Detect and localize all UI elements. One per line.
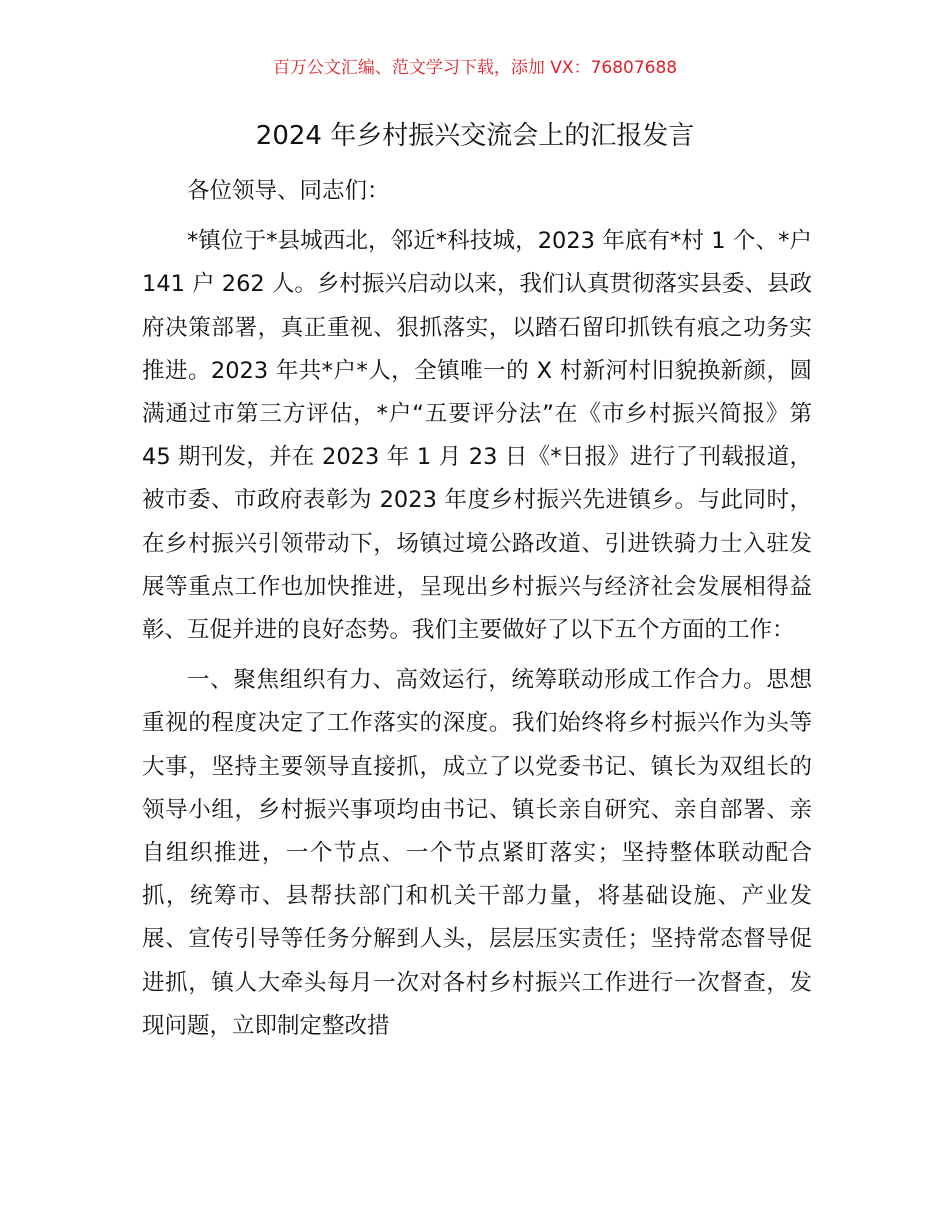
download-banner: 百万公文汇编、范文学习下载，添加 VX：76807688 xyxy=(272,58,678,78)
section-one-paragraph: 一、聚焦组织有力、高效运行，统筹联动形成工作合力。思想重视的程度决定了工作落实的深度。我们始终将乡村振兴作为头等大事，坚持主要领导直接抓，成立了以党委书记、镇长为双组长的领导小组，乡村振兴事项均由书记、镇长亲自研究、亲自部署、亲自组织推进，一个节点、一个节点紧盯落实；坚持整体联动配合抓，统筹市、县帮扶部门和机关干部力量，将基础设施、产业发展、宣传引导等任务分解到人头，层层压实责任；坚持常态督导促进抓，镇人大牵头每月一次对各村乡村振兴工作进行一次督查，发现问题，立即制定整改措 xyxy=(142,667,812,1039)
salutation-paragraph: 各位领导、同志们： xyxy=(187,178,390,204)
document-title: 2024 年乡村振兴交流会上的汇报发言 xyxy=(255,121,695,151)
document-body xyxy=(142,170,812,1048)
intro-paragraph: *镇位于*县城西北，邻近*科技城，2023 年底有*村 1 个、*户 141 户 262 人。乡村振兴启动以来，我们认真贯彻落实县委、县政府决策部署，真正重视、狠抓落实，以踏石留印抓铁有痕之功务实推进。2023 年共*户*人，全镇唯一的 X 村新河村旧貌换新颜，圆满通过市第三方评估，*户“五要评分法”在《市乡村振兴简报》第 45 期刊发，并在 2023 年 1 月 23 日《*日报》进行了刊载报道，被市委、市政府表彰为 2023 年度乡村振兴先进镇乡。与此同时，在乡村振兴引领带动下，场镇过境公路改道、引进铁骑力士入驻发展等重点工作也加快推进，呈现出乡村振兴与经济社会发展相得益彰、互促并进的良好态势。我们主要做好了以下五个方面的工作： xyxy=(142,228,812,644)
